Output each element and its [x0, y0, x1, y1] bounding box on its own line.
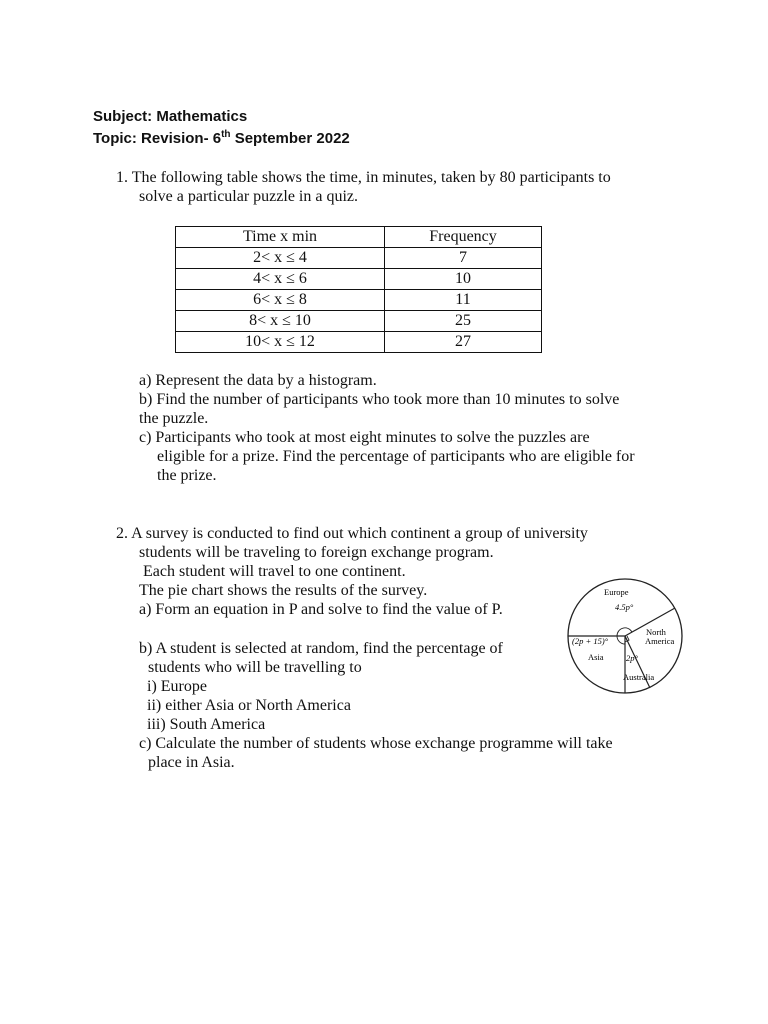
table-cell-frequency: 10 — [385, 269, 542, 290]
pie-label-north: North — [646, 627, 666, 637]
q2-part-b-i: i) Europe — [147, 678, 207, 695]
q2-part-c-line1: c) Calculate the number of students whose exchange programme will take — [139, 735, 613, 752]
q2-part-b-line2: students who will be travelling to — [148, 659, 362, 676]
table-cell-frequency: 25 — [385, 311, 542, 332]
table-row — [176, 311, 542, 332]
q2-part-c-line2: place in Asia. — [148, 754, 235, 771]
pie-label-asia: Asia — [588, 652, 604, 662]
table-cell-time: 6< x ≤ 8 — [176, 290, 385, 311]
table-row — [176, 332, 542, 353]
q1-line1: 1. The following table shows the time, in minutes, taken by 80 participants to — [116, 169, 611, 186]
q1-part-b-line1: b) Find the number of participants who took more than 10 minutes to solve — [139, 391, 620, 408]
topic-prefix: Topic: Revision- 6 — [93, 130, 222, 147]
q2-part-b-line1: b) A student is selected at random, find the percentage of — [139, 640, 503, 657]
q2-part-a: a) Form an equation in P and solve to find the value of P. — [139, 601, 503, 618]
table-cell-frequency: 11 — [385, 290, 542, 311]
table-header-time: Time x min — [176, 227, 385, 248]
pie-chart — [560, 578, 690, 698]
pie-label-europe-angle: 4.5p° — [615, 602, 634, 612]
table-cell-time: 10< x ≤ 12 — [176, 332, 385, 353]
table-row — [176, 269, 542, 290]
table-cell-frequency: 7 — [385, 248, 542, 269]
topic-suffix: September 2022 — [230, 130, 350, 147]
q1-line2: solve a particular puzzle in a quiz. — [139, 188, 359, 205]
table-cell-frequency: 27 — [385, 332, 542, 353]
topic-sup: th — [221, 129, 231, 140]
pie-label-asia-angle: (2p + 15)° — [572, 636, 609, 646]
q2-line2: students will be traveling to foreign exchange program. — [139, 544, 494, 561]
table-row — [176, 248, 542, 269]
q1-part-c-line3: the prize. — [157, 467, 217, 484]
q2-line4: The pie chart shows the results of the survey. — [139, 582, 428, 599]
table-cell-time: 8< x ≤ 10 — [176, 311, 385, 332]
q1-part-c-line2: eligible for a prize. Find the percentage of participants who are eligible for — [157, 448, 635, 465]
pie-label-australia-angle: 2p° — [626, 653, 638, 663]
topic-heading — [93, 129, 350, 147]
pie-label-europe: Europe — [604, 587, 629, 597]
subject-heading: Subject: Mathematics — [93, 108, 248, 125]
pie-chart-figure — [560, 578, 690, 703]
q2-line3: Each student will travel to one continent. — [143, 563, 406, 580]
frequency-table — [175, 226, 542, 353]
q1-part-c-line1: c) Participants who took at most eight minutes to solve the puzzles are — [139, 429, 590, 446]
table-header-row — [176, 227, 542, 248]
pie-label-australia: Australia — [623, 672, 655, 682]
pie-label-america: America — [645, 636, 675, 646]
q1-part-a: a) Represent the data by a histogram. — [139, 372, 377, 389]
table-cell-time: 4< x ≤ 6 — [176, 269, 385, 290]
table-header-frequency: Frequency — [385, 227, 542, 248]
table-cell-time: 2< x ≤ 4 — [176, 248, 385, 269]
table-row — [176, 290, 542, 311]
q2-line1: 2. A survey is conducted to find out which continent a group of university — [116, 525, 588, 542]
q2-part-b-ii: ii) either Asia or North America — [147, 697, 351, 714]
q1-part-b-line2: the puzzle. — [139, 410, 209, 427]
q2-part-b-iii: iii) South America — [147, 716, 266, 733]
